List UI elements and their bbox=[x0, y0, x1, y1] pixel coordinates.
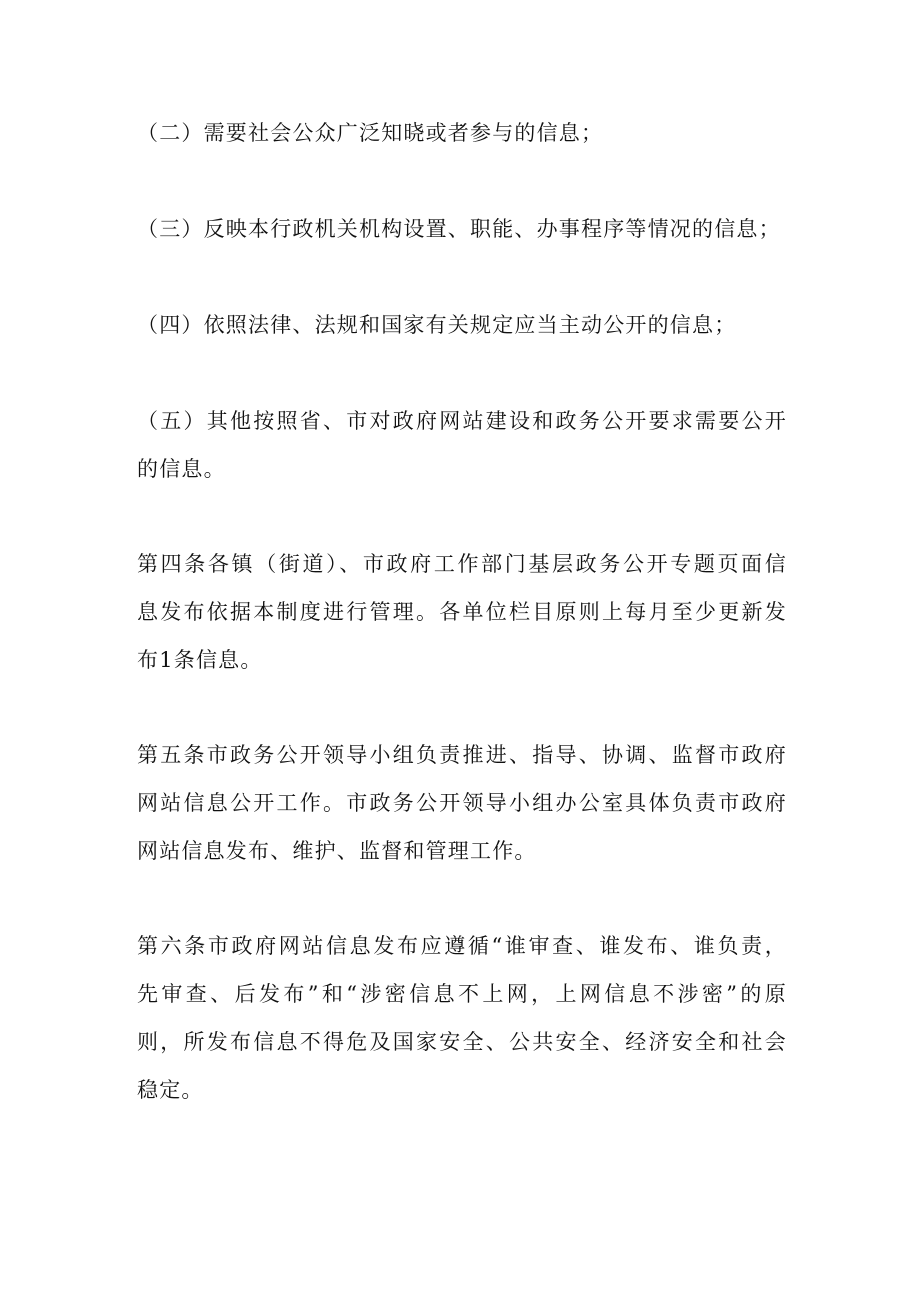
paragraph-line: 第五条市政务公开领导小组负责推进、指导、协调、监督市政府 bbox=[137, 743, 787, 767]
paragraph-item-4 bbox=[137, 301, 787, 349]
paragraph-line: 稳定。 bbox=[137, 1078, 204, 1102]
paragraph-line: 息发布依据本制度进行管理。各单位栏目原则上每月至少更新发 bbox=[137, 600, 787, 624]
paragraph-line: （五）其他按照省、市对政府网站建设和政务公开要求需要公开 bbox=[137, 409, 787, 433]
paragraph-line: （三）反映本行政机关机构设置、职能、办事程序等情况的信息； bbox=[137, 217, 781, 241]
paragraph-line: （四）依照法律、法规和国家有关规定应当主动公开的信息； bbox=[137, 313, 737, 337]
paragraph-item-3 bbox=[137, 205, 787, 253]
paragraph-item-2 bbox=[137, 109, 787, 157]
paragraph-line: 先审查、后发布”和“涉密信息不上网，上网信息不涉密”的原 bbox=[137, 982, 787, 1006]
paragraph-line: （二）需要社会公众广泛知晓或者参与的信息； bbox=[137, 121, 604, 145]
article-4-paragraph bbox=[137, 540, 787, 684]
paragraph-line: 网站信息公开工作。市政务公开领导小组办公室具体负责市政府 bbox=[137, 791, 787, 815]
article-5-paragraph bbox=[137, 731, 787, 875]
paragraph-line: 布1条信息。 bbox=[137, 648, 263, 672]
paragraph-line: 第六条市政府网站信息发布应遵循“谁审查、谁发布、谁负责， bbox=[137, 934, 787, 958]
paragraph-item-5 bbox=[137, 397, 787, 493]
paragraph-line: 则，所发布信息不得危及国家安全、公共安全、经济安全和社会 bbox=[137, 1030, 787, 1054]
paragraph-line: 第四条各镇（街道）、市政府工作部门基层政务公开专题页面信 bbox=[137, 552, 787, 576]
paragraph-line: 网站信息发布、维护、监督和管理工作。 bbox=[137, 839, 537, 863]
article-6-paragraph bbox=[137, 922, 787, 1114]
paragraph-line: 的信息。 bbox=[137, 457, 226, 481]
